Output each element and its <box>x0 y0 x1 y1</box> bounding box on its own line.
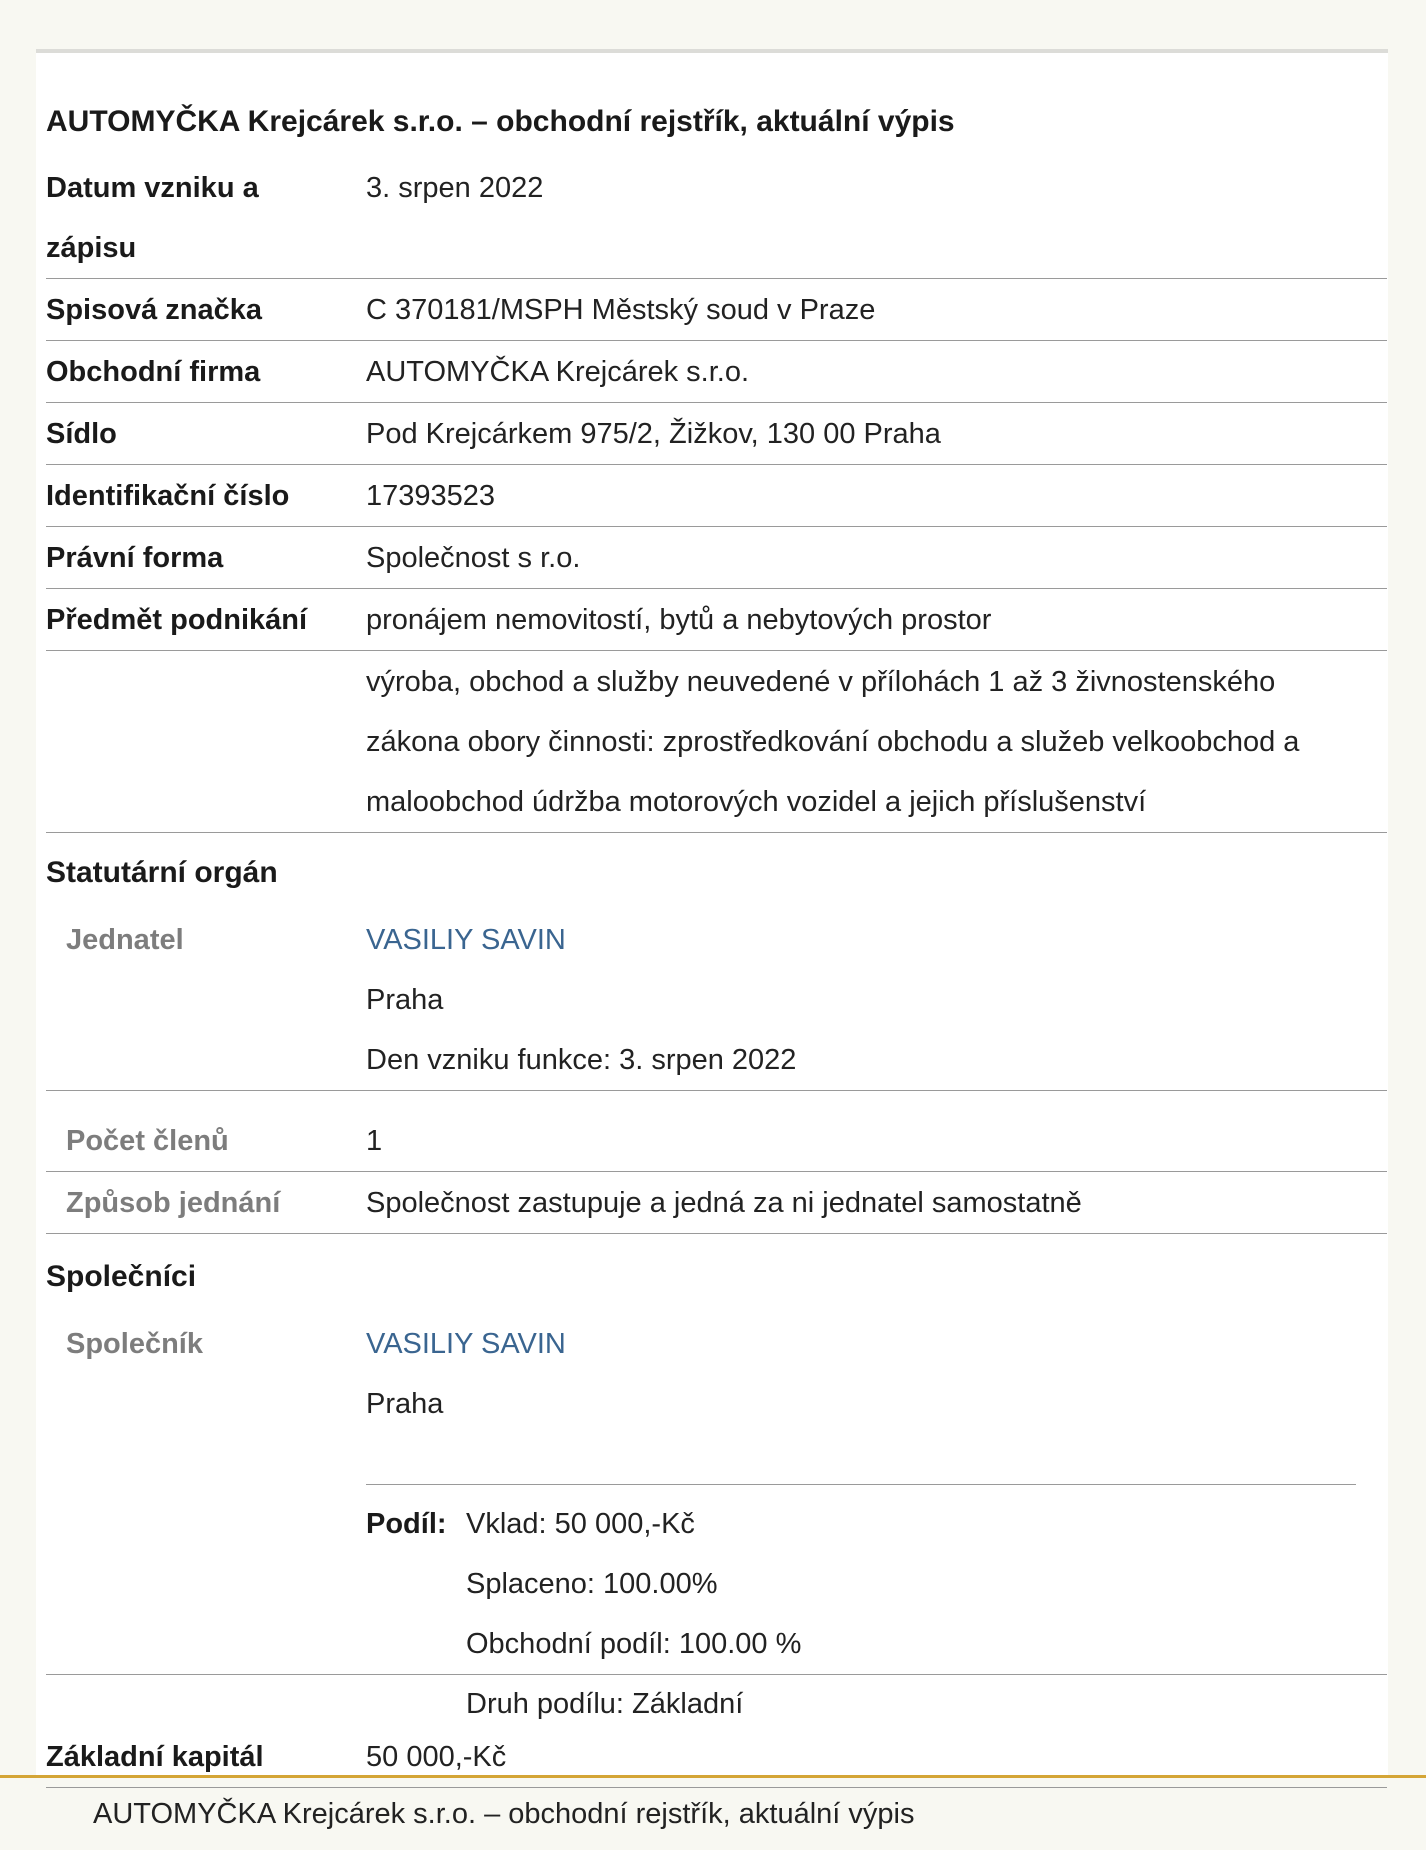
label-spolecnik: Společník <box>66 1328 203 1360</box>
register-card <box>36 49 1388 1777</box>
podil-splaceno: Splaceno: 100.00% <box>466 1568 718 1600</box>
jednatel-name-link[interactable]: VASILIY SAVIN <box>366 924 566 956</box>
podil-divider <box>366 1484 1356 1485</box>
label-zpusob: Způsob jednání <box>66 1187 281 1219</box>
row-firma <box>46 342 1387 403</box>
section-statutarni: Statutární orgán <box>46 856 278 889</box>
value-zpusob: Společnost zastupuje a jedná za ni jednatel samostatně <box>366 1187 1082 1219</box>
row-spolecnik <box>46 1314 1387 1720</box>
podil-label: Podíl: <box>366 1508 447 1540</box>
value-predmet-2-line1: výroba, obchod a služby neuvedené v přílohách 1 až 3 živnostenského <box>366 666 1276 698</box>
podil-obchodni: Obchodní podíl: 100.00 % <box>466 1628 802 1660</box>
label-datum-line2: zápisu <box>46 232 137 264</box>
value-forma: Společnost s r.o. <box>366 542 581 574</box>
row-jednatel <box>46 910 1387 1091</box>
podil-druh: Druh podílu: Základní <box>466 1688 744 1720</box>
value-pocet: 1 <box>366 1125 383 1157</box>
row-spisova <box>46 280 1387 341</box>
spolecnik-city: Praha <box>366 1388 444 1420</box>
row-predmet <box>46 590 1387 651</box>
row-pocet <box>46 1111 1387 1172</box>
label-jednatel: Jednatel <box>66 924 184 956</box>
footer-text: AUTOMYČKA Krejcárek s.r.o. – obchodní rejstřík, aktuální výpis <box>93 1798 915 1830</box>
label-pocet: Počet členů <box>66 1125 229 1157</box>
label-predmet: Předmět podnikání <box>46 604 308 636</box>
section-spolecnici: Společníci <box>46 1260 197 1293</box>
value-firma: AUTOMYČKA Krejcárek s.r.o. <box>366 356 750 388</box>
label-datum-line1: Datum vzniku a <box>46 172 259 204</box>
label-sidlo: Sídlo <box>46 418 117 450</box>
podil-vklad: Vklad: 50 000,-Kč <box>466 1508 695 1540</box>
label-firma: Obchodní firma <box>46 356 261 388</box>
label-spisova: Spisová značka <box>46 294 262 326</box>
label-ico: Identifikační číslo <box>46 480 290 512</box>
row-zpusob <box>46 1173 1387 1234</box>
spolecnik-name-link[interactable]: VASILIY SAVIN <box>366 1328 566 1360</box>
label-forma: Právní forma <box>46 542 224 574</box>
footer-rule <box>0 1775 1426 1778</box>
row-sidlo <box>46 404 1387 465</box>
row-datum <box>46 158 1387 279</box>
jednatel-since: Den vzniku funkce: 3. srpen 2022 <box>366 1044 797 1076</box>
row-forma <box>46 528 1387 589</box>
row-ico <box>46 466 1387 527</box>
value-kapital: 50 000,-Kč <box>366 1741 507 1773</box>
value-spisova: C 370181/MSPH Městský soud v Praze <box>366 294 876 326</box>
label-kapital: Základní kapitál <box>46 1741 264 1773</box>
value-sidlo: Pod Krejcárkem 975/2, Žižkov, 130 00 Praha <box>366 418 941 450</box>
row-kapital <box>46 1727 1387 1788</box>
value-ico: 17393523 <box>366 480 496 512</box>
value-datum: 3. srpen 2022 <box>366 172 544 204</box>
jednatel-city: Praha <box>366 984 444 1016</box>
page-title: AUTOMYČKA Krejcárek s.r.o. – obchodní rejstřík, aktuální výpis <box>46 105 955 138</box>
row-predmet-2 <box>46 652 1387 833</box>
value-predmet-1: pronájem nemovitostí, bytů a nebytových prostor <box>366 604 992 636</box>
value-predmet-2-line3: maloobchod údržba motorových vozidel a jejich příslušenství <box>366 786 1147 818</box>
value-predmet-2-line2: zákona obory činnosti: zprostředkování obchodu a služeb velkoobchod a <box>366 726 1300 758</box>
